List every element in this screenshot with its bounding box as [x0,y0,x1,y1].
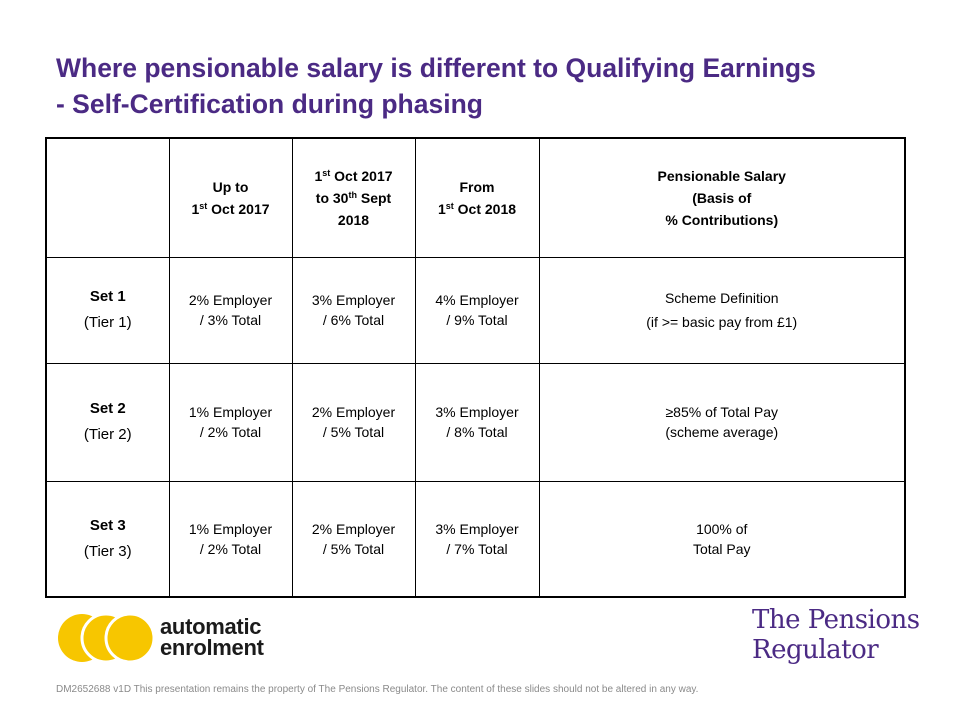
header-text: Up to [212,178,249,195]
rate-employer: 3% Employer [311,292,396,308]
basis-line: (if >= basic pay from £1) [646,314,798,330]
basis-line: Total Pay [692,540,751,557]
rate-cell [169,481,292,597]
set-label-cell [46,257,169,363]
header-text: From [459,178,495,195]
set-name: Set 1 [89,288,126,305]
rate-cell [292,481,415,597]
rate-total: / 8% Total [446,424,508,440]
rate-total: / 3% Total [199,312,262,328]
basis-line: 100% of [696,520,748,537]
rate-employer: 1% Employer [188,520,273,537]
ae-logo-line: enrolment [160,635,264,660]
table-row [46,363,905,481]
header-text-line [420,198,535,220]
basis-cell [539,481,905,597]
slide-title-line-2: - Self-Certification during phasing [56,89,483,119]
rate-employer: 3% Employer [435,404,519,420]
rate-cell [415,257,539,363]
ae-logo-line: automatic [160,614,262,639]
rate-total: / 6% Total [322,312,385,328]
header-text-part: 1 [437,200,446,217]
header-text-part: Oct 2017 [330,167,393,184]
rate-cell [292,257,415,363]
header-text-part: 1 [191,200,200,217]
footer-disclaimer: DM2652688 v1D This presentation remains the property of The Pensions Regulator. The content of these slides should not be altered in any way. [56,684,699,695]
rate-cell [169,363,292,481]
set-label-cell [46,363,169,481]
header-text-line [297,165,411,187]
header-text-part: Oct 2017 [207,200,270,217]
rate-employer: 1% Employer [188,404,273,420]
header-text: % Contributions) [665,211,779,228]
contribution-table [45,137,906,598]
rate-cell [415,363,539,481]
tpr-logo-line: Regulator [752,635,879,665]
tier-name: (Tier 1) [83,314,132,331]
header-up-to-oct-2017 [169,138,292,257]
header-text-part: 1 [314,167,323,184]
header-superscript: st [322,167,331,178]
header-superscript: th [348,189,357,200]
header-superscript: st [199,200,208,211]
header-text: 2018 [337,211,370,228]
header-pensionable-salary [539,138,905,257]
header-text-part: to 30 [315,189,349,206]
slide-title [56,50,946,122]
rate-total: / 7% Total [446,540,508,557]
basis-line: (scheme average) [665,424,779,440]
rate-total: / 5% Total [322,540,385,557]
slide-title-line-1: Where pensionable salary is different to Qualifying Earnings [56,53,816,83]
rate-employer: 2% Employer [188,292,273,308]
rate-total: / 5% Total [322,424,385,440]
ae-circles-icon [56,610,156,666]
rate-employer: 2% Employer [311,520,396,537]
table-row [46,481,905,597]
tier-name: (Tier 3) [83,542,132,560]
ae-logo-text [160,616,264,658]
header-text: (Basis of [692,189,752,206]
set-name: Set 3 [89,516,126,534]
rate-cell [415,481,539,597]
header-empty-cell [46,138,169,257]
header-oct-2017-to-sept-2018 [292,138,415,257]
header-text-line [297,187,411,209]
tier-name: (Tier 2) [83,426,132,443]
rate-employer: 4% Employer [435,292,519,308]
rate-cell [169,257,292,363]
rate-total: / 2% Total [199,424,262,440]
basis-line: Scheme Definition [664,290,779,306]
header-text-line [174,198,288,220]
basis-line: ≥85% of Total Pay [665,404,778,420]
header-text: Pensionable Salary [657,167,786,184]
header-superscript: st [445,200,454,211]
header-text-part: Oct 2018 [453,200,517,217]
rate-employer: 2% Employer [311,404,396,420]
automatic-enrolment-logo [56,610,276,666]
header-from-oct-2018 [415,138,539,257]
tpr-logo-line: The Pensions [752,605,920,635]
rate-cell [292,363,415,481]
basis-cell [539,257,905,363]
rate-employer: 3% Employer [435,520,519,537]
rate-total: / 2% Total [199,540,262,557]
table-header-row [46,138,905,257]
set-name: Set 2 [89,400,126,417]
pensions-regulator-logo [752,605,920,665]
table-row [46,257,905,363]
header-text-part: Sept [356,189,392,206]
basis-cell [539,363,905,481]
set-label-cell [46,481,169,597]
rate-total: / 9% Total [446,312,508,328]
